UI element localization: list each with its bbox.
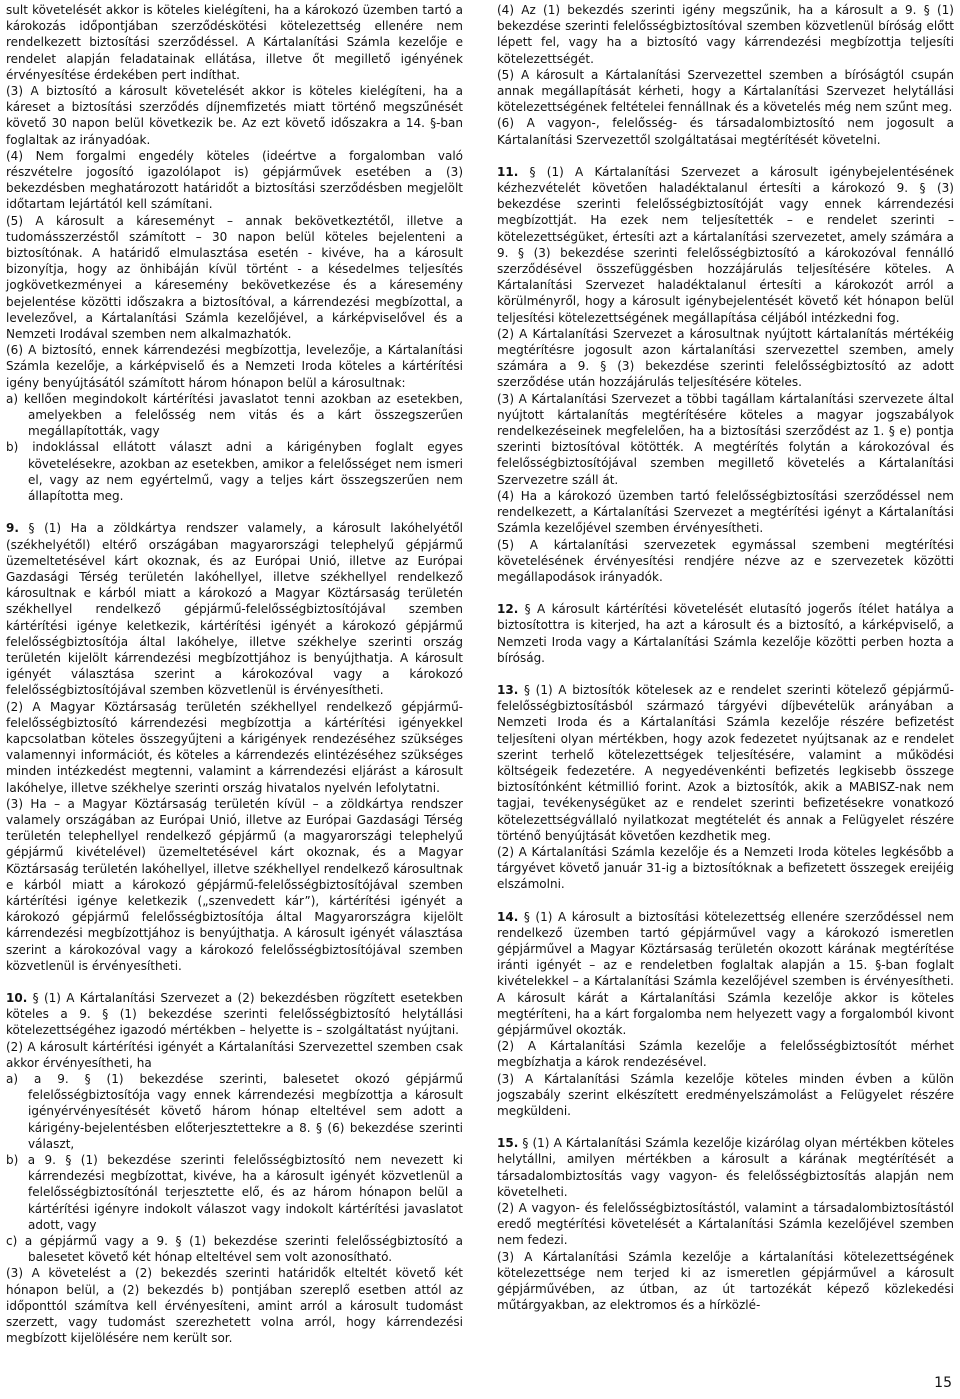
section-number: 11. [497, 164, 519, 179]
paragraph-text: (2) A vagyon- és felelősségbiztosítástól, valamint a társadalombiztosítástól eredő megtérítési követelését a Kártalanítási Számla kezelőjével szemben nem fedezi. [497, 1201, 954, 1248]
paragraph-text: (2) A Magyar Köztársaság területén székhellyel rendelkező gépjármű-felelősségbiztosító kárrendezési megbízottja a kártérítési igényekkel kapcsolatban köteles összegyűjteni a kárigények rendezéséhez szükséges valamennyi információt, és köteles a kárrendezés elintézéséhez szükséges minden intézkedést megtenni, valamint a kárrendezési eljárást a károsult lakóhelye, illetve székhelye szerinti ország hivatalos nyelvén lefolytatni. [6, 699, 463, 795]
paragraph-text: § (1) A biztosítók kötelesek az e rendelet szerinti kötelező gépjármű-felelősségbiztosításból származó tárgyévi díjbevételük arányában a Nemzeti Iroda és a Kártalanítási Számla kezelője részére befizetést teljesíteni olyan mértékben, hogy azok fedezetet nyújtsanak az e rendelet szerint terhelő kötelezettségek teljesítésére, valamint a működési költségeik fedezetére. A negyedévenkénti befizetés legkisebb összege biztosítónként kétmillió forint. Azok a biztosítók, akik a MABISZ-nak nem tagjai, tevékenységüket az e rendelet szerinti befizetésekre vonatkozó kötelezettségvállaló nyilatkozat megtételét és annak a Felügyelet részére történő benyújtását követően kezdhetik meg. [497, 682, 954, 843]
paragraph-text: (2) A Kártalanítási Szervezet a károsultnak nyújtott kártalanítás mértékéig megtérítésre jogosult azon kártalanítási szervezettel szemben, amely számára a 9. § (3) bekezdése szerinti felelősségbiztosító az adott szerződése után hozzájárulás teljesítésére köteles. [497, 326, 954, 390]
paragraph-text: (4) Ha a károkozó üzemben tartó felelősségbiztosítási szerződéssel nem rendelkezett, a Kártalanítási Szervezet a megtérítési igényt a Kártalanítási Számla kezelőjével szemben érvényesítheti. [497, 488, 954, 536]
section-number: 10. [6, 990, 28, 1005]
paragraph-text: § (1) A Kártalanítási Szervezet a károsult igénybejelentésének kézhezvételét követően haladéktalanul értesíti a károkozó 9. § (3) bekezdése szerinti felelősségbiztosítóját vagy ennek kárrendezési megbízottját. Ha ezek nem teljesítették – e rendelet szerinti – kötelezettségüket, értesíti azt a kártalanítási szervezetet, amely számára a 9. § (3) bekezdése szerinti felelősségbiztosító a károkozóval fennálló szerződésével összefüggésben hozzájárulás teljesítésére köteles. A Kártalanítási Szervezet haladéktalanul értesíti a károkozót arról a körülményről, hogy a károsult igénybejelentését követő két hónapon belül teljesítési kötelezettségének megállapítása céljából intézkedni fog. [497, 164, 954, 325]
paragraph [497, 326, 954, 391]
paragraph [6, 1265, 463, 1346]
section-paragraph [497, 164, 954, 326]
paragraph-text: § (1) A károsult a biztosítási kötelezettség ellenére szerződéssel nem rendelkező üzemben tartó gépjárművel vagy a károkozó ismeretlen gépjárművel a Magyar Köztársaság területén okozott kárának megtérítése iránti igényét – az e rendeletben foglaltak alapján a 15. §-ban foglalt kivételekkel – a Kártalanítási Számla kezelőjével szemben is érvényesítheti. A károsult kárát a Kártalanítási Számla kezelője akkor is köteles megtéríteni, ha a kárt forgalomba nem helyezett vagy a forgalomból kivont gépjárművel okozták. [497, 909, 954, 1037]
page-number: 15 [934, 1375, 952, 1391]
paragraph [497, 537, 954, 586]
paragraph [6, 83, 463, 148]
paragraph [497, 2, 954, 67]
right-text-column [497, 2, 954, 1313]
paragraph-text: (2) A Kártalanítási Számla kezelője a felelősségbiztosítót mérhet megbízhatja a károk rendezésével. [497, 1039, 954, 1070]
paragraph-text: a) kellően megindokolt kártérítési javaslatot tenni azokban az esetekben, amelyekben a felelősség nem vitás és a kárt összegszerűen megállapították, vagy [6, 391, 463, 439]
paragraph [6, 148, 463, 213]
paragraph-text: (3) Ha – a Magyar Köztársaság területén kívül – a zöldkártya rendszer valamely országában az Európai Unió, illetve az Európai Gazdasági Térség területén telephellyel rendelkező gépjármű (a magyarországi telephelyű gépjármű kivételével) üzemeltetésével kárt okoznak, és a Magyar Köztársaság területén lakóhellyel, illetve székhellyel rendelkező károsultnak e kárból miatt a károkozó gépjármű-felelősségbiztosítójával szemben kártérítési igénye keletkezik („szenvedett kár”), kártérítési igényét a károkozó gépjármű felelősségbiztosítója által Magyarországra kijelölt kárrendezési megbízottjához is benyújthatja. A károsult igényét választása szerint a károkozóval vagy a károkozó felelősségbiztosítójával szemben közvetlenül is érvényesítheti. [6, 796, 463, 973]
section-paragraph [497, 601, 954, 666]
paragraph [6, 342, 463, 391]
section-paragraph [497, 1135, 954, 1200]
section-paragraph [497, 682, 954, 844]
paragraph [6, 2, 463, 83]
paragraph-text: a) a 9. § (1) bekezdése szerinti, balesetet okozó gépjármű felelősségbiztosítója vagy ennek kárrendezési megbízottja a károsult igényérvényesítését követő három hónap elteltével sem adott a kárigény-bejelentésben előterjesztettekre a 8. § (6) bekezdése szerinti választ, [6, 1072, 463, 1151]
section-number: 9. [6, 521, 19, 536]
section-number: 15. [497, 1136, 519, 1151]
paragraph-text: (6) A biztosító, ennek kárrendezési megbízottja, levelezője, a Kártalanítási Számla kezelője, a kárképviselő és a Nemzeti Iroda köteles a kártérítési igény benyújtásától számított három hónapon belül a károsultnak: [6, 343, 463, 390]
paragraph-text: (3) A Kártalanítási Számla kezelője a kártalanítási kötelezettségének kötelezettsége nem terjed ki az ismeretlen gépjárművel a károsult gépjárművében, az útban, az út tartozékát képező közlekedési műtárgyakban, az elektromos és a hírközlé- [497, 1249, 954, 1313]
list-item [6, 1233, 463, 1265]
section-paragraph [6, 990, 463, 1039]
paragraph-text: (5) A károsult a káreseményt – annak bekövetkeztétől, illetve a tudomásszerzéstől számított – 30 napon belül köteles bejelenteni a biztosítónak. A határidő elmulasztása esetén - kivéve, ha a károsult bizonyítja, hogy az önhibáján kívül történt - a késedelmes teljesítés jogkövetkezményei a káresemény bekövetkezése és a káresemény bejelentése közötti időszakra a biztosítóval, a kárrendezési megbízottal, a levelezővel, a Kártalanítási Számla kezelőjével, a kárképviselővel és a Nemzeti Irodával szemben nem alkalmazhatók. [6, 213, 463, 342]
section-paragraph [497, 909, 954, 1039]
paragraph-text: (6) A vagyon-, felelősség- és társadalombiztosító nem jogosult a Kártalanítási Szervezettől szolgáltatásai megtérítését követelni. [497, 116, 954, 147]
paragraph [497, 1071, 954, 1120]
paragraph [6, 796, 463, 974]
paragraph-text: § (1) Ha a zöldkártya rendszer valamely, a károsult lakóhelyétől (székhelyétől) eltérő országában magyarországi telephelyű gépjármű üzemeltetésével kárt okoznak, és az Európai Unió, illetve az Európai Gazdasági Térség területén lakóhellyel, illetve székhellyel rendelkező károsultnak e kárból miatt a károkozó a Magyar Köztársaság területén székhellyel rendelkező gépjármű-felelősségbiztosítójával szemben kártérítési igénye keletkezik, kártérítési igényét a károkozó gépjármű felelősségbiztosítója által lakóhelye, illetve székhelye szerinti ország területén kijelölt kárrendezési megbízottjához is benyújthatja. A károsult igényét választása szerint a károkozóval vagy a károkozó felelősségbiztosítójával szemben közvetlenül is érvényesítheti. [6, 521, 463, 698]
list-item [6, 439, 463, 504]
paragraph-text: (4) Nem forgalmi engedély köteles (ideértve a forgalomban való részvételre jogosító igazolólapot is) gépjárművek esetében a (3) bekezdésben meghatározott határidőt a biztosítási szerződésben megjelölt időtartam lejártától kell számítani. [6, 148, 463, 212]
section-number: 12. [497, 602, 519, 617]
left-text-column [6, 2, 463, 1346]
section-paragraph [6, 520, 463, 698]
paragraph-text: (5) A kártalanítási szervezetek egymással szembeni megtérítési követelésének érvényesítési rendjére nézve az e szervezetek közötti megállapodások irányadók. [497, 537, 954, 584]
paragraph [6, 213, 463, 343]
paragraph-text: sult követelését akkor is köteles kielégíteni, ha a károkozó üzemben tartó a károkozás időpontjában szerződéskötési kötelezettség ellenére nem rendelkezett biztosítási szerződéssel. A Kártalanítási Számla kezelője e rendelet alapján feladatainak ellátása, illetve őt megillető igényének érvényesítése érdekében pert indíthat. [6, 3, 463, 82]
paragraph [497, 115, 954, 147]
paragraph [6, 1039, 463, 1071]
paragraph-text: (3) A Kártalanítási Szervezet a többi tagállam kártalanítási szervezete által nyújtott kártalanítás megtérítésére köteles a magyar jogszabályok rendelkezéseinek megfelelően, ha a biztosítási szerződést az 1. § e) pontja szerinti biztosítóval kötötték. A megtérítés folytán a károkozóval és felelősségbiztosítójával szemben megillető követelés a Kártalanítási Szervezetre száll át. [497, 391, 954, 487]
paragraph-text: (5) A károsult a Kártalanítási Szervezettel szemben a bíróságtól csupán annak megállapítását kérheti, hogy a Kártalanítási Szervezet helytállási kötelezettségének feltételei fennállnak és a követelés még nem szűnt meg. [497, 67, 954, 115]
paragraph-text: § (1) A Kártalanítási Szervezet a (2) bekezdésben rögzített esetekben köteles a 9. § (1) bekezdése szerinti felelősségbiztosító helytállási kötelezettségéhez igazodó mértékben – helyette is – szolgáltatást nyújtani. [6, 990, 463, 1038]
paragraph [497, 844, 954, 893]
paragraph-text: § A károsult kártérítési követelését elutasító jogerős ítélet hatálya a biztosítottra is kiterjed, ha azt a károsult és a biztosító, a kárképviselő, a Nemzeti Iroda vagy a Kártalanítási Számla kezelője közötti perben hozta a bíróság. [497, 602, 954, 665]
list-item [6, 1071, 463, 1152]
paragraph [497, 67, 954, 116]
list-item [6, 1152, 463, 1233]
paragraph-text: (3) A biztosító a károsult követelését akkor is köteles kielégíteni, ha a káreset a biztosítási szerződés díjnemfizetés miatt történő megszűnését követő 30 napon belül következik be. Az ezt követő időszakra a 14. §-ban foglaltak az irányadóak. [6, 84, 463, 147]
paragraph [497, 1200, 954, 1249]
section-number: 13. [497, 682, 519, 697]
paragraph [497, 1038, 954, 1070]
paragraph-text: c) a gépjármű vagy a 9. § (1) bekezdése szerinti felelősségbiztosító a balesetet követő két hónap elteltével sem volt azonosítható. [6, 1234, 463, 1265]
paragraph [497, 488, 954, 537]
paragraph [497, 391, 954, 488]
paragraph-text: (2) A Kártalanítási Számla kezelője és a Nemzeti Iroda köteles legkésőbb a tárgyévet követő január 31-ig a biztosítóknak a befizetett összegek ereijéig elszámolni. [497, 844, 954, 892]
paragraph [6, 699, 463, 796]
list-item [6, 391, 463, 440]
paragraph-text: b) a 9. § (1) bekezdése szerinti felelősségbiztosító nem nevezett ki kárrendezési megbízottat, kivéve, ha a károsult igényét közvetlenül a felelősségbiztosítónál terjesztette elő, és az három hónapon belül a kártérítési igényre indokolt válaszot vagy indokolt kártérítési javaslatot adott, vagy [6, 1153, 463, 1232]
paragraph-text: § (1) A Kártalanítási Számla kezelője kizárólag olyan mértékben köteles helytállni, amilyen mértékben a károsult a kárának megtérítését a társadalombiztosítás vagy vagyon- és felelősségbiztosítás alapján nem követelheti. [497, 1136, 954, 1199]
section-number: 14. [497, 909, 519, 924]
paragraph-text: (3) A követelést a (2) bekezdés szerinti határidők elteltét követő két hónapon belül, a (2) bekezdés b) pontjában szereplő esetben attól az időponttól számítva kell érvényesíteni, amint arról a károsult tudomást szerzett, vagy tudomást szerezhetett volna arról, hogy kárrendezési megbízott kijelölésére nem került sor. [6, 1266, 463, 1346]
paragraph-text: (3) A Kártalanítási Számla kezelője köteles minden évben a külön jogszabály szerint elkészített eredményelszámolást a Felügyelet részére megküldeni. [497, 1071, 954, 1118]
paragraph-text: (4) Az (1) bekezdés szerinti igény megszűnik, ha a károsult a 9. § (1) bekezdése szerinti felelősségbiztosítóval szemben közvetlenül bíróság előtt lépett fel, vagy ha a biztosító vagy kárrendezési megbízottja teljesíti kötelezettségét. [497, 3, 954, 66]
paragraph [497, 1249, 954, 1314]
paragraph-text: (2) A károsult kártérítési igényét a Kártalanítási Szervezettel szemben csak akkor érvényesítheti, ha [6, 1039, 463, 1070]
paragraph-text: b) indoklással ellátott választ adni a kárigényben foglalt egyes követelésekre, azokban az esetekben, amikor a felelősséget nem ismeri el, vagy az nem egyértelmű, vagy a teljes kárt összegszerűen nem állapította meg. [6, 440, 463, 504]
